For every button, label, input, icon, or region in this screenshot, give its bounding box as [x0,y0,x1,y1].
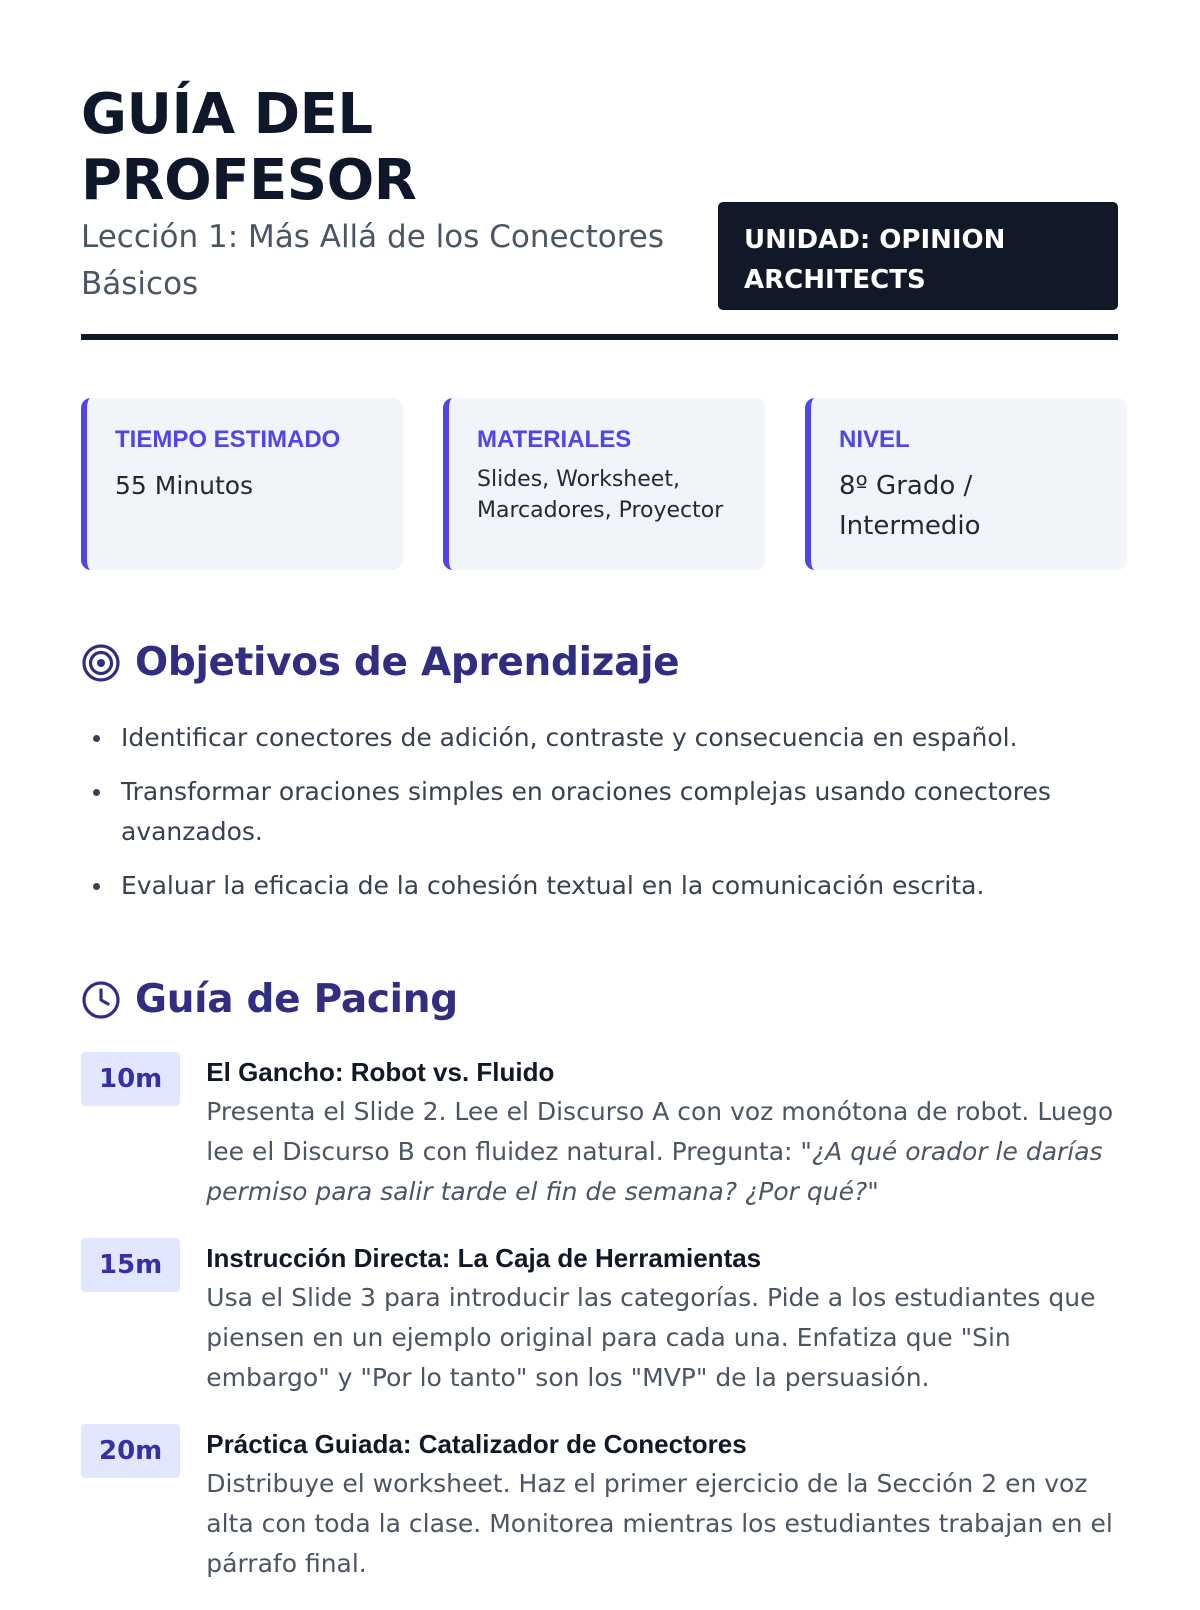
clock-icon [81,980,121,1020]
pacing-heading [81,977,458,1022]
pacing-title: El Gancho: Robot vs. Fluido [206,1057,555,1087]
pacing-item [81,1238,1121,1398]
info-cards [81,398,1119,570]
target-icon [81,643,121,683]
info-card-value: 55 Minutos [115,471,254,500]
list-item: Identificar conectores de adición, contraste y consecuencia en español. [81,718,1121,758]
pacing-description: Distribuye el worksheet. Haz el primer ejercicio de la Sección 2 en voz alta con toda la clase. Monitorea mientras los estudiantes trabajan en el párrafo final. [206,1469,1113,1578]
info-card-value: Slides, Worksheet, Marcadores, Proyector [477,467,724,523]
time-badge: 15m [81,1238,180,1292]
pacing-body [206,1238,1121,1398]
info-card-materials [443,398,765,570]
pacing-description: Usa el Slide 3 para introducir las categorías. Pide a los estudiantes que piensen en un ejemplo original para cada una. Enfatiza que "Sin embargo" y "Por lo tanto" son los "MVP" de la persuasión. [206,1283,1096,1392]
lesson-subtitle: Lección 1: Más Allá de los Conectores Básicos [81,219,664,302]
pacing-item [81,1052,1121,1212]
info-card-label: TIEMPO ESTIMADO [115,426,341,453]
info-card-value: 8º Grado / Intermedio [839,471,981,541]
pacing-title: Práctica Guiada: Catalizador de Conectores [206,1429,747,1459]
info-card-level [805,398,1127,570]
section-title: Guía de Pacing [135,977,458,1022]
time-badge: 20m [81,1424,180,1478]
info-card-time [81,398,403,570]
objectives-heading [81,640,679,685]
pacing-list [81,1052,1121,1610]
pacing-title: Instrucción Directa: La Caja de Herramientas [206,1243,762,1273]
pacing-description-text: Presenta el Slide 2. Lee el Discurso A con voz monótona de robot. Luego lee el Discurso B con fluidez natural. Pregunta: [206,1097,1114,1166]
pacing-quote: "¿A qué orador le darías permiso para salir tarde el fin de semana? ¿Por qué?" [206,1137,1103,1206]
info-card-label: NIVEL [839,426,910,453]
page-title: GUÍA DEL PROFESOR [81,82,417,213]
pacing-body [206,1424,1121,1584]
list-item: Evaluar la eficacia de la cohesión textual en la comunicación escrita. [81,866,1121,906]
pacing-body [206,1052,1121,1212]
header [81,82,1119,342]
section-title: Objetivos de Aprendizaje [135,640,680,685]
info-card-label: MATERIALES [477,426,632,453]
header-divider [81,334,1118,340]
objectives-list [81,718,1121,920]
time-badge: 10m [81,1052,180,1106]
list-item: Transformar oraciones simples en oraciones complejas usando conectores avanzados. [81,772,1121,852]
pacing-description [206,1092,1121,1212]
unit-badge: UNIDAD: OPINION ARCHITECTS [718,202,1118,310]
pacing-item [81,1424,1121,1584]
